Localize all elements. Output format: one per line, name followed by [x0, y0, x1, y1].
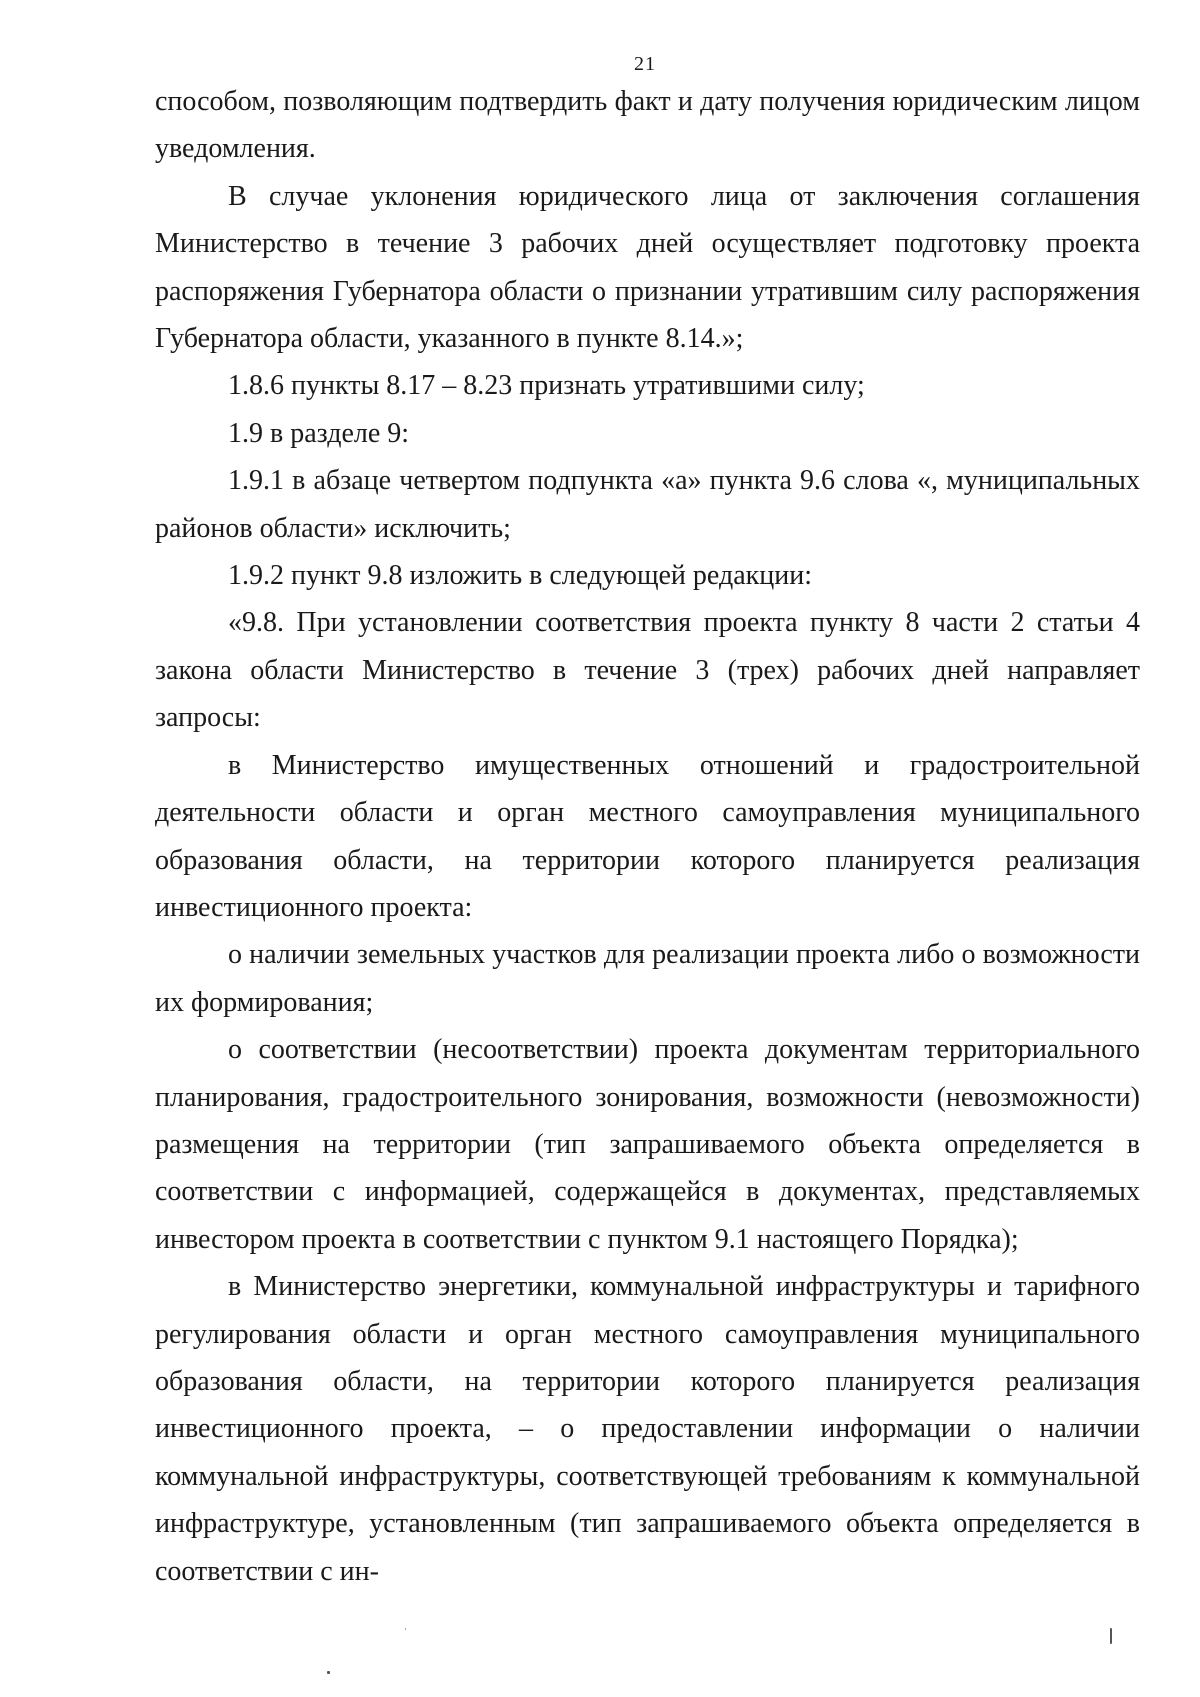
paragraph: «9.8. При установлении соответствия проекта пункту 8 части 2 статьи 4 закона области Министерство в течение 3 (трех) рабочих дней направляет запросы: [155, 607, 1140, 734]
paragraph: способом, позволяющим подтвердить факт и дату получения юридическим лицом уведомления. [155, 86, 1140, 165]
paragraph: в Министерство имущественных отношений и градостроительной деятельности области и орган местного самоуправления муниципального образования области, на территории которого планируется реализация инвестиционного проекта: [155, 749, 1140, 923]
paragraph: в Министерство энергетики, коммунальной инфраструктуры и тарифного регулирования области и орган местного самоуправления муниципального образования области, на территории которого планируется реализация инвестиционного проекта, – о предоставлении информации о наличии коммунальной инфраструктуры, соответствующей требованиям к коммунальной инфраструктуре, установленным (тип запрашиваемого объекта определяется в соответствии с ин- [155, 1271, 1140, 1587]
page-number: 21 [634, 53, 656, 75]
scan-speck [327, 1671, 330, 1674]
paragraph: 1.9 в разделе 9: [228, 417, 410, 449]
paragraph: 1.9.1 в абзаце четвертом подпункта «а» пункта 9.6 слова «, муниципальных районов области» исключить; [155, 465, 1140, 544]
scan-speck [405, 1628, 406, 1630]
body-text [155, 78, 1140, 1595]
scan-speck [1110, 1628, 1112, 1644]
paragraph: В случае уклонения юридического лица от заключения соглашения Министерство в течение 3 рабочих дней осуществляет подготовку проекта распоряжения Губернатора области о признании утратившим силу распоряжения Губернатора области, указанного в пункте 8.14.»; [155, 180, 1140, 355]
paragraph: о наличии земельных участков для реализации проекта либо о возможности их формирования; [155, 939, 1140, 1018]
paragraph: 1.8.6 пункты 8.17 – 8.23 признать утратившими силу; [228, 370, 865, 402]
paragraph: о соответствии (несоответствии) проекта документам территориального планирования, градостроительного зонирования, возможности (невозможности) размещения на территории (тип запрашиваемого объекта определяется в соответствии с информацией, содержащейся в документах, представляемых инвестором проекта в соответствии с пунктом 9.1 настоящего Порядка); [155, 1034, 1140, 1255]
paragraph: 1.9.2 пункт 9.8 изложить в следующей редакции: [228, 560, 812, 592]
